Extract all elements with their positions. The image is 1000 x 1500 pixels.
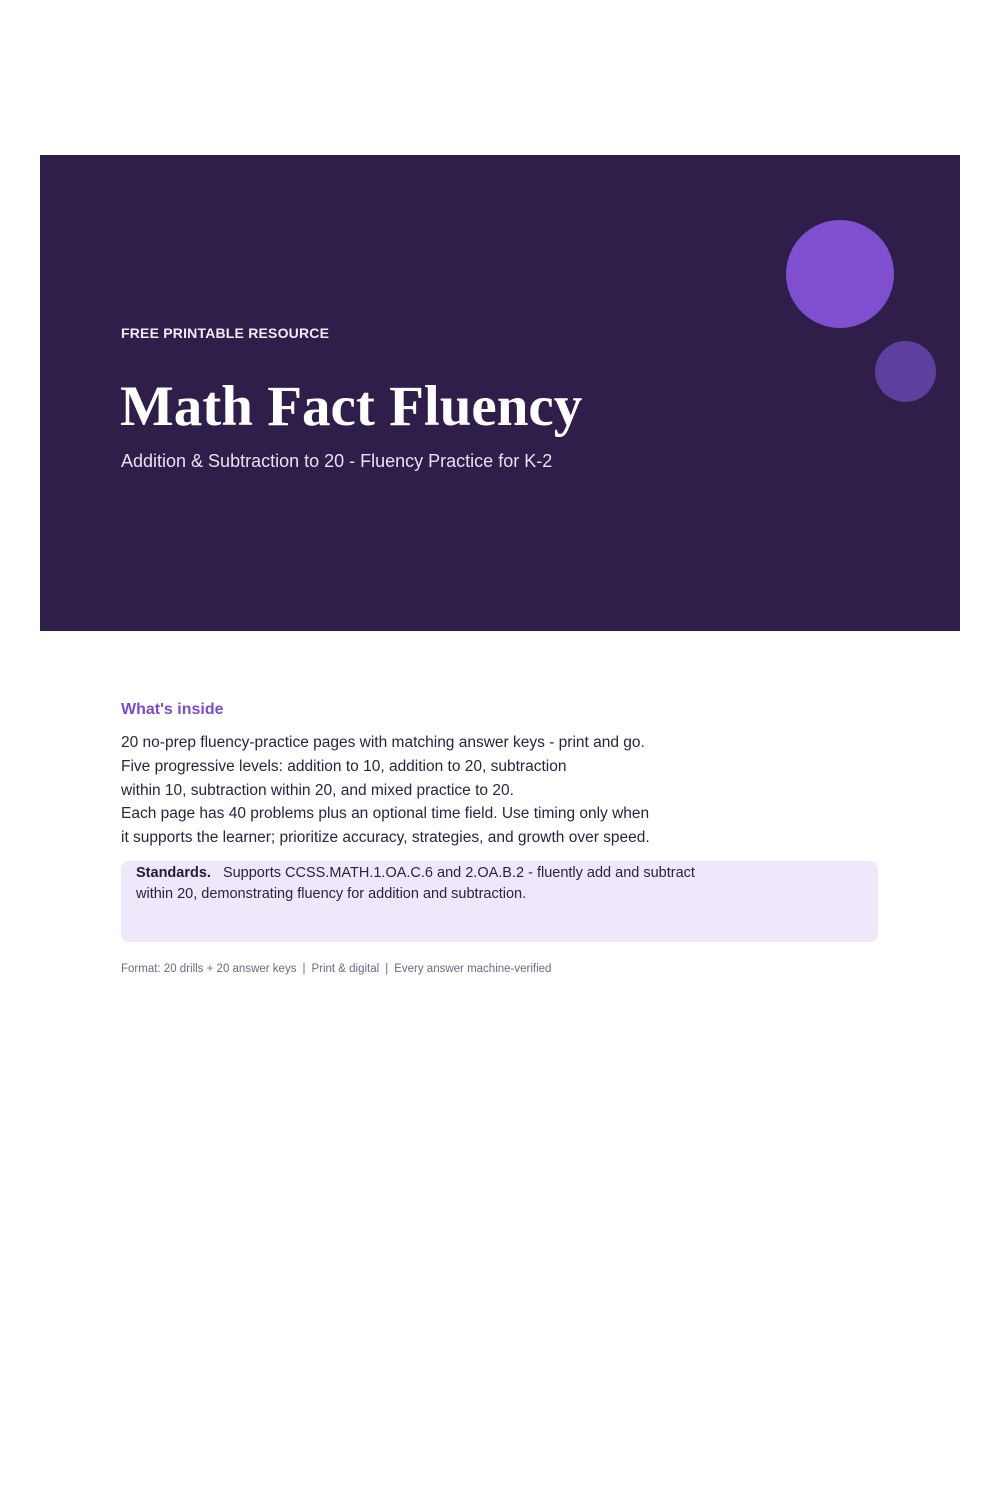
description-line: Five progressive levels: addition to 10, addition to 20, subtraction	[121, 757, 567, 775]
format-footer	[121, 963, 551, 975]
decorative-circle-large	[786, 220, 894, 328]
eyebrow-label: FREE PRINTABLE RESOURCE	[121, 325, 330, 341]
whats-inside-description	[121, 731, 721, 850]
format-item: Format: 20 drills + 20 answer keys	[121, 963, 297, 975]
decorative-circle-small	[875, 341, 936, 402]
description-line: 20 no-prep fluency-practice pages with matching answer keys - print and go.	[121, 734, 645, 751]
standards-description: Supports CCSS.MATH.1.OA.C.6 and 2.OA.B.2 - fluently add and subtract within 20, demonstrating fluency for addition and subtraction.	[136, 865, 695, 902]
description-line: it supports the learner; prioritize accuracy, strategies, and growth over speed.	[121, 829, 650, 847]
standards-text-block	[136, 863, 696, 905]
footer-separator: |	[302, 963, 306, 975]
page-title: Math Fact Fluency	[120, 375, 583, 438]
format-item: Every answer machine-verified	[394, 963, 552, 975]
footer-separator: |	[385, 963, 389, 975]
description-line: within 10, subtraction within 20, and mixed practice to 20.	[121, 781, 514, 799]
description-line: Each page has 40 problems plus an optional time field. Use timing only when	[121, 805, 650, 823]
page-subtitle: Addition & Subtraction to 20 - Fluency Practice for K-2	[121, 451, 553, 471]
hero-banner	[40, 155, 960, 631]
standards-label: Standards.	[136, 865, 211, 881]
standards-callout	[121, 861, 878, 942]
format-item: Print & digital	[311, 963, 380, 975]
whats-inside-heading: What's inside	[121, 701, 224, 718]
